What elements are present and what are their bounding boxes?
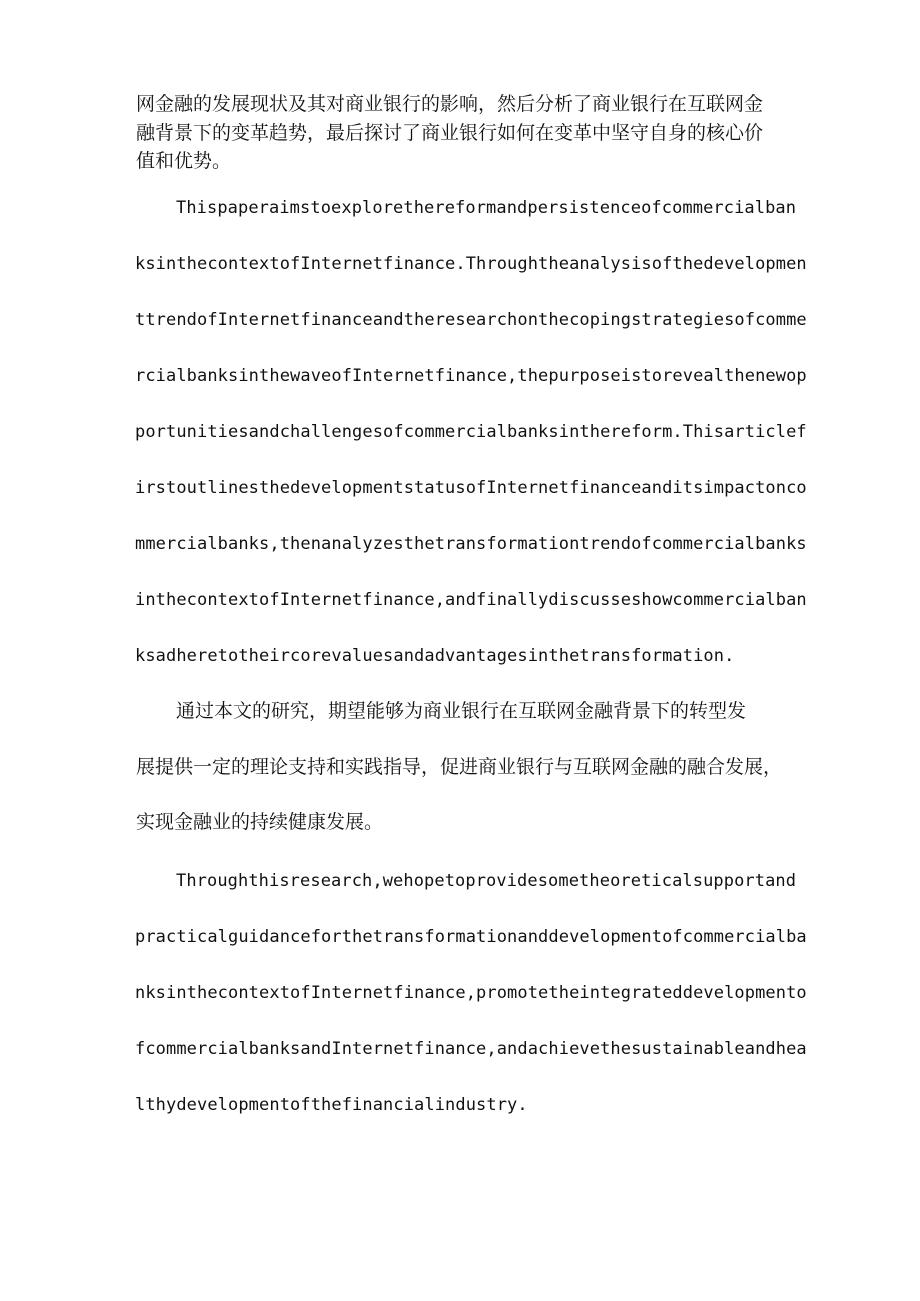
paragraph-3-line-2: 展提供一定的理论支持和实践指导，促进商业银行与互联网金融的融合发展， <box>136 756 783 778</box>
paragraph-1-line-2: 融背景下的变革趋势，最后探讨了商业银行如何在变革中坚守自身的核心价 <box>136 122 764 144</box>
paragraph-2-line-2: ksinthecontextofInternetfinance.Throughtheanalysisofthedevelopmen <box>135 254 807 274</box>
paragraph-4-line-3: nksinthecontextofInternetfinance,promotetheintegrateddevelopmento <box>135 983 807 1003</box>
paragraph-2-line-9: ksadheretotheircorevaluesandadvantagesinthetransformation. <box>135 646 735 666</box>
paragraph-2-line-5: portunitiesandchallengesofcommercialbanksinthereform.Thisarticlef <box>135 422 807 442</box>
paragraph-2-line-7: mmercialbanks,thenanalyzesthetransformationtrendofcommercialbanks <box>135 534 807 554</box>
paragraph-4-line-2: practicalguidanceforthetransformationanddevelopmentofcommercialba <box>135 927 807 947</box>
paragraph-4-line-1: Throughthisresearch,wehopetoprovidesometheoreticalsupportand <box>176 871 797 891</box>
paragraph-3-line-3: 实现金融业的持续健康发展。 <box>136 811 384 833</box>
paragraph-2-line-1: Thispaperaimstoexplorethereformandpersistenceofcommercialban <box>176 198 797 218</box>
paragraph-4-line-4: fcommercialbanksandInternetfinance,andachievethesustainableandhea <box>135 1039 807 1059</box>
paragraph-4-line-5: lthydevelopmentofthefinancialindustry. <box>135 1095 528 1115</box>
paragraph-3-line-1: 通过本文的研究，期望能够为商业银行在互联网金融背景下的转型发 <box>176 700 747 722</box>
paragraph-1-line-1: 网金融的发展现状及其对商业银行的影响，然后分析了商业银行在互联网金 <box>136 93 764 115</box>
paragraph-2-line-3: ttrendofInternetfinanceandtheresearchonthecopingstrategiesofcomme <box>135 310 807 330</box>
paragraph-1-line-3: 值和优势。 <box>136 150 232 172</box>
paragraph-2-line-6: irstoutlinesthedevelopmentstatusofInternetfinanceanditsimpactonco <box>135 478 807 498</box>
paragraph-2-line-8: inthecontextofInternetfinance,andfinallydiscusseshowcommercialban <box>135 590 807 610</box>
paragraph-2-line-4: rcialbanksinthewaveofInternetfinance,thepurposeistorevealthenewop <box>135 366 807 386</box>
